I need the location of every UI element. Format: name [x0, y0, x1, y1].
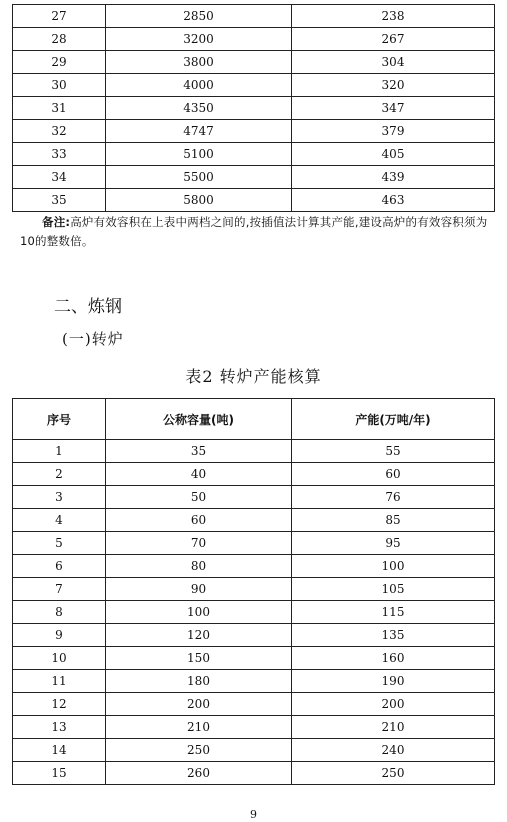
table-cell: 3800	[106, 51, 292, 74]
table-cell: 7	[13, 578, 106, 601]
table-cell: 70	[106, 532, 292, 555]
table-cell: 60	[292, 463, 495, 486]
table-row	[13, 97, 495, 120]
table-cell: 105	[292, 578, 495, 601]
table-cell: 200	[106, 693, 292, 716]
table2-header-row	[13, 399, 495, 440]
table-cell: 5500	[106, 166, 292, 189]
table-cell: 100	[106, 601, 292, 624]
col-header-production-capacity: 产能(万吨/年)	[292, 399, 495, 440]
note-text: 高炉有效容积在上表中两档之间的,按插值法计算其产能,建设高炉的有效容积须为10的整数倍。	[20, 215, 488, 248]
table-cell: 8	[13, 601, 106, 624]
table-row	[13, 51, 495, 74]
table-cell: 76	[292, 486, 495, 509]
page-number: 9	[250, 808, 257, 821]
table-cell: 4	[13, 509, 106, 532]
table-cell: 12	[13, 693, 106, 716]
table-cell: 304	[292, 51, 495, 74]
table-row	[13, 716, 495, 739]
table-cell: 405	[292, 143, 495, 166]
section-heading-steelmaking: 二、炼钢	[54, 297, 122, 317]
table2-header	[13, 399, 495, 440]
table-cell: 27	[13, 5, 106, 28]
table-cell: 4747	[106, 120, 292, 143]
table-cell: 5800	[106, 189, 292, 212]
table-cell: 150	[106, 647, 292, 670]
table-cell: 200	[292, 693, 495, 716]
subsection-heading-converter: (一)转炉	[62, 330, 124, 348]
table-cell: 120	[106, 624, 292, 647]
table-cell: 40	[106, 463, 292, 486]
table-cell: 30	[13, 74, 106, 97]
table-row	[13, 578, 495, 601]
table-cell: 260	[106, 762, 292, 785]
table-cell: 28	[13, 28, 106, 51]
table-row	[13, 143, 495, 166]
table2-body	[13, 440, 495, 785]
table-cell: 13	[13, 716, 106, 739]
table-row	[13, 624, 495, 647]
table-row	[13, 74, 495, 97]
table-cell: 35	[106, 440, 292, 463]
table-row	[13, 762, 495, 785]
table-cell: 95	[292, 532, 495, 555]
table-cell: 439	[292, 166, 495, 189]
table-cell: 379	[292, 120, 495, 143]
table-cell: 5	[13, 532, 106, 555]
table-cell: 3200	[106, 28, 292, 51]
table-cell: 32	[13, 120, 106, 143]
table-cell: 250	[292, 762, 495, 785]
table-cell: 4000	[106, 74, 292, 97]
table-row	[13, 166, 495, 189]
table-cell: 15	[13, 762, 106, 785]
table-cell: 4350	[106, 97, 292, 120]
table-cell: 115	[292, 601, 495, 624]
table-cell: 210	[292, 716, 495, 739]
table-cell: 55	[292, 440, 495, 463]
table-row	[13, 670, 495, 693]
table-cell: 9	[13, 624, 106, 647]
table-row	[13, 739, 495, 762]
table-row	[13, 601, 495, 624]
table-cell: 1	[13, 440, 106, 463]
table-cell: 2850	[106, 5, 292, 28]
col-header-nominal-capacity: 公称容量(吨)	[106, 399, 292, 440]
table-cell: 347	[292, 97, 495, 120]
col-header-index: 序号	[13, 399, 106, 440]
table-cell: 100	[292, 555, 495, 578]
table-cell: 463	[292, 189, 495, 212]
table-cell: 2	[13, 463, 106, 486]
table-row	[13, 509, 495, 532]
table-cell: 180	[106, 670, 292, 693]
table-row	[13, 440, 495, 463]
table-cell: 240	[292, 739, 495, 762]
table-cell: 135	[292, 624, 495, 647]
table-cell: 50	[106, 486, 292, 509]
table-cell: 60	[106, 509, 292, 532]
table-row	[13, 532, 495, 555]
table-cell: 238	[292, 5, 495, 28]
table-cell: 80	[106, 555, 292, 578]
table-cell: 11	[13, 670, 106, 693]
table-cell: 10	[13, 647, 106, 670]
table-row	[13, 189, 495, 212]
table-cell: 34	[13, 166, 106, 189]
table-row	[13, 647, 495, 670]
table-row	[13, 486, 495, 509]
table-cell: 267	[292, 28, 495, 51]
table-row	[13, 5, 495, 28]
note-label: 备注:	[42, 215, 71, 229]
table1-note	[20, 213, 492, 251]
blast-furnace-capacity-table-continued	[12, 4, 495, 212]
table-cell: 31	[13, 97, 106, 120]
table-cell: 250	[106, 739, 292, 762]
table-cell: 14	[13, 739, 106, 762]
table-cell: 35	[13, 189, 106, 212]
table-cell: 190	[292, 670, 495, 693]
table-row	[13, 120, 495, 143]
table-cell: 210	[106, 716, 292, 739]
table-row	[13, 555, 495, 578]
table-cell: 6	[13, 555, 106, 578]
table-cell: 160	[292, 647, 495, 670]
table-cell: 90	[106, 578, 292, 601]
table-cell: 3	[13, 486, 106, 509]
table-cell: 29	[13, 51, 106, 74]
table-row	[13, 693, 495, 716]
table-cell: 5100	[106, 143, 292, 166]
table-row	[13, 463, 495, 486]
table-cell: 320	[292, 74, 495, 97]
table-cell: 33	[13, 143, 106, 166]
table-cell: 85	[292, 509, 495, 532]
table2-caption: 表2 转炉产能核算	[185, 367, 322, 386]
table-row	[13, 28, 495, 51]
table1-body	[13, 5, 495, 212]
converter-capacity-table	[12, 398, 495, 785]
